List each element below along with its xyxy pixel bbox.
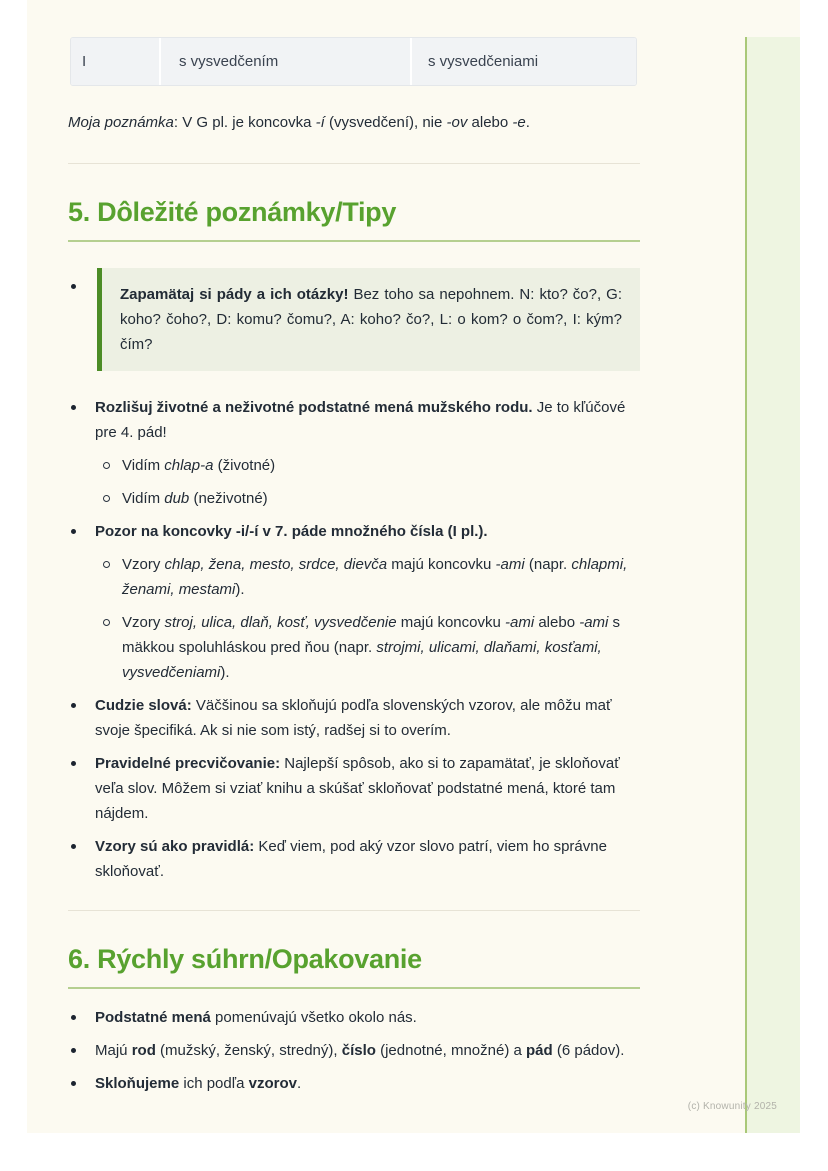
note-paragraph: Moja poznámka: V G pl. je koncovka -í (vysvedčení), nie -ov alebo -e. [68, 114, 530, 131]
bullet-icon [71, 844, 76, 849]
document-page [27, 0, 800, 1133]
sub-bullet-icon [103, 619, 110, 626]
bullet-icon [71, 1048, 76, 1053]
section-6-heading: 6. Rýchly súhrn/Opakovanie [68, 944, 422, 974]
table-cell-plural: s vysvedčeniami [410, 38, 636, 85]
tip-callout: Zapamätaj si pády a ich otázky! Bez toho sa nepohnem. N: kto? čo?, G: koho? čoho?, D: komu? čomu?, A: koho? čo?, L: o kom? o čom?, I: kým? čím? [97, 268, 640, 371]
sub-list-item-text: Vidím dub (neživotné) [122, 490, 268, 507]
table-cell-singular: s vysvedčením [159, 38, 410, 85]
sub-list-item-text: Vzory stroj, ulica, dlaň, kosť, vysvedčenie majú koncovku -ami alebo -ami s mäkkou spoluhláskou pred ňou (napr. strojmi, ulicami, dlaňami, kosťami, vysvedčeniami). [122, 614, 621, 681]
sub-list-item [95, 453, 640, 478]
list-item-text: Podstatné mená pomenúvajú všetko okolo nás. [95, 1009, 417, 1026]
section-5-heading: 5. Dôležité poznámky/Tipy [68, 197, 397, 227]
list-item-text: Rozlišuj životné a neživotné podstatné mená mužského rodu. Je to kľúčové pre 4. pád! [95, 399, 626, 441]
heading-underline [68, 240, 640, 242]
sub-list-item-text: Vidím chlap-a (životné) [122, 457, 276, 474]
list-item [68, 519, 640, 685]
table-cell-case: I [71, 38, 159, 85]
list-item [68, 751, 640, 826]
bullet-icon [71, 1015, 76, 1020]
copyright-watermark: (c) Knowunity 2025 [687, 1101, 777, 1112]
list-item [68, 1038, 640, 1063]
list-item-text: Pozor na koncovky -i/-í v 7. páde množného čísla (I pl.). [95, 523, 488, 540]
bullet-icon [71, 1081, 76, 1086]
callout-list-item [68, 268, 640, 371]
sub-list-item [95, 610, 640, 685]
sub-list-item-text: Vzory chlap, žena, mesto, srdce, dievča majú koncovku -ami (napr. chlapmi, ženami, mestami). [122, 556, 628, 598]
sub-list-item [95, 486, 640, 511]
bullet-icon [71, 529, 76, 534]
list-item [68, 395, 640, 511]
list-item-text: Pravidelné precvičovanie: Najlepší spôsob, ako si to zapamätať, je skloňovať veľa slov. Môžem si vziať knihu a skúšať skloňovať podstatné mená, ktoré tam nájdem. [95, 755, 620, 822]
sub-bullet-icon [103, 561, 110, 568]
section-divider [68, 163, 640, 164]
declension-table-row [70, 37, 637, 86]
section-5-list [68, 395, 640, 884]
page-content [68, 0, 640, 1104]
section-divider [68, 910, 640, 911]
list-item-text: Vzory sú ako pravidlá: Keď viem, pod aký vzor slovo patrí, viem ho správne skloňovať. [95, 838, 607, 880]
section-6-list [68, 1005, 640, 1096]
bullet-icon [71, 761, 76, 766]
list-item-text: Cudzie slová: Väčšinou sa skloňujú podľa slovenských vzorov, ale môžu mať svoje špecifiká. Ak si nie som istý, radšej si to overím. [95, 697, 612, 739]
list-item-text: Majú rod (mužský, ženský, stredný), číslo (jednotné, množné) a pád (6 pádov). [95, 1042, 625, 1059]
heading-underline [68, 987, 640, 989]
sub-list-item [95, 552, 640, 602]
list-item [68, 1071, 640, 1096]
sub-bullet-icon [103, 462, 110, 469]
list-item [68, 1005, 640, 1030]
accent-strip [745, 37, 800, 1133]
list-item [68, 693, 640, 743]
bullet-icon [71, 405, 76, 410]
list-item [68, 834, 640, 884]
bullet-icon [71, 703, 76, 708]
list-item-text: Skloňujeme ich podľa vzorov. [95, 1075, 302, 1092]
sub-bullet-icon [103, 495, 110, 502]
bullet-icon [71, 284, 76, 289]
